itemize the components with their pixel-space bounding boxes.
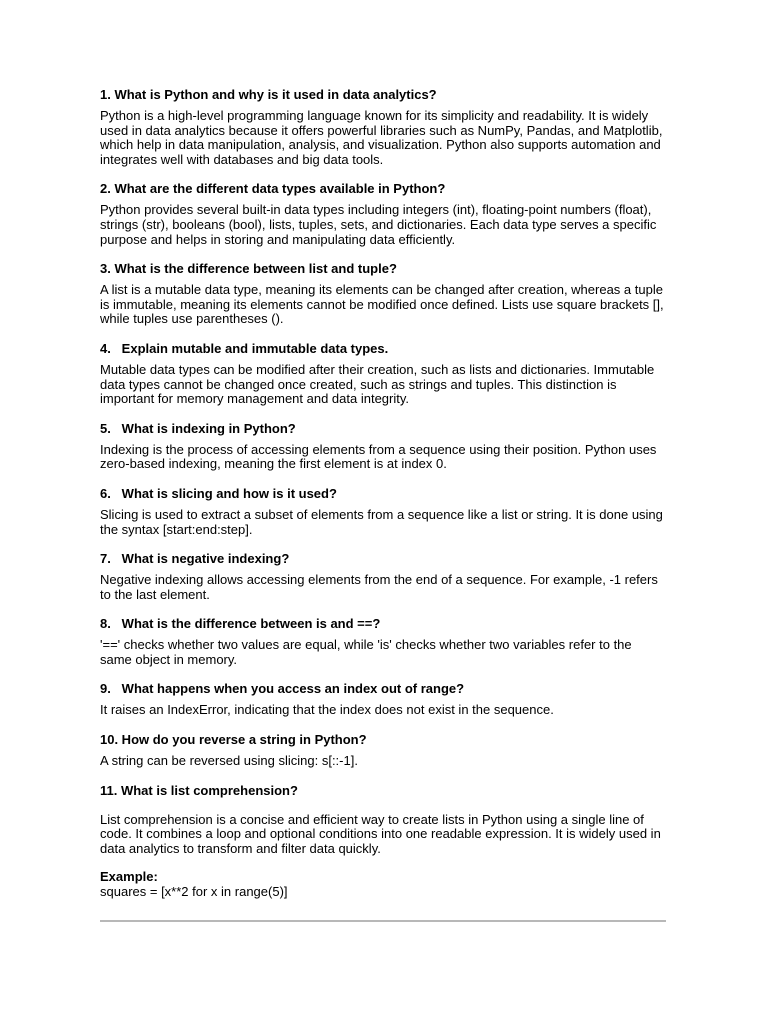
- answer-paragraph: Indexing is the process of accessing elements from a sequence using their position. Python uses zero-based indexing, meaning the first element is at index 0.: [100, 441, 657, 472]
- example-label: Example:: [100, 869, 158, 885]
- answer-paragraph: It raises an IndexError, indicating that the index does not exist in the sequence.: [100, 702, 554, 718]
- answer-paragraph: A list is a mutable data type, meaning its elements can be changed after creation, whereas a tuple is immutable, meaning its elements cannot be modified once defined. Lists use square brackets [], while tuples use parentheses ().: [100, 282, 664, 327]
- document-body: [100, 87, 666, 914]
- question-heading: 6. What is slicing and how is it used?: [100, 485, 337, 501]
- question-heading: 2. What are the different data types available in Python?: [100, 181, 446, 197]
- question-heading: 9. What happens when you access an index out of range?: [100, 681, 465, 697]
- answer-paragraph: Negative indexing allows accessing elements from the end of a sequence. For example, -1 refers to the last element.: [100, 572, 658, 602]
- answer-paragraph: Python provides several built-in data types including integers (int), floating-point numbers (float), strings (str), booleans (bool), lists, tuples, sets, and dictionaries. Each data type serves a specific purpose and helps in storing and manipulating data efficiently.: [100, 202, 657, 247]
- question-heading: 11. What is list comprehension?: [100, 782, 298, 798]
- qa-item-8: [100, 616, 666, 667]
- question-heading: 3. What is the difference between list and tuple?: [100, 261, 397, 277]
- question-heading: 1. What is Python and why is it used in data analytics?: [100, 87, 437, 102]
- answer-paragraph: Slicing is used to extract a subset of elements from a sequence like a list or string. It is done using the syntax [start:end:step].: [100, 506, 663, 537]
- qa-item-4: [100, 341, 666, 407]
- qa-item-10: [100, 732, 666, 769]
- answer-paragraph: '==' checks whether two values are equal, while 'is' checks whether two variables refer to the same object in memory.: [100, 637, 632, 667]
- answer-paragraph: Mutable data types can be modified after their creation, such as lists and dictionaries. Immutable data types cannot be changed once created, such as strings and tuples. This distinction is important for memory management and data integrity.: [100, 361, 655, 407]
- question-heading: 7. What is negative indexing?: [100, 551, 290, 567]
- question-heading: 5. What is indexing in Python?: [100, 420, 296, 436]
- example-code: squares = [x**2 for x in range(5)]: [100, 884, 288, 900]
- qa-item-5: [100, 421, 666, 472]
- qa-item-11: [100, 783, 666, 900]
- qa-item-1: [100, 87, 666, 167]
- question-heading: 4. Explain mutable and immutable data types.: [100, 340, 389, 356]
- answer-paragraph: Python is a high-level programming language known for its simplicity and readability. It is widely used in data analytics because it offers powerful libraries such as NumPy, Pandas, and Matplotlib, which help in data manipulation, analysis, and visualization. Python also supports automation and integrates well with databases and big data tools.: [100, 108, 663, 167]
- horizontal-divider: [100, 920, 666, 922]
- question-heading: 10. How do you reverse a string in Python?: [100, 732, 367, 748]
- qa-item-6: [100, 486, 666, 537]
- answer-paragraph: A string can be reversed using slicing: s[::-1].: [100, 753, 358, 769]
- question-heading: 8. What is the difference between is and ==?: [100, 616, 381, 632]
- qa-item-2: [100, 181, 666, 247]
- qa-item-9: [100, 681, 666, 718]
- qa-item-7: [100, 551, 666, 602]
- answer-paragraph: List comprehension is a concise and efficient way to create lists in Python using a single line of code. It combines a loop and optional conditions into one readable expression. It is widely used in data analytics to transform and filter data quickly.: [100, 811, 661, 856]
- qa-item-3: [100, 261, 666, 327]
